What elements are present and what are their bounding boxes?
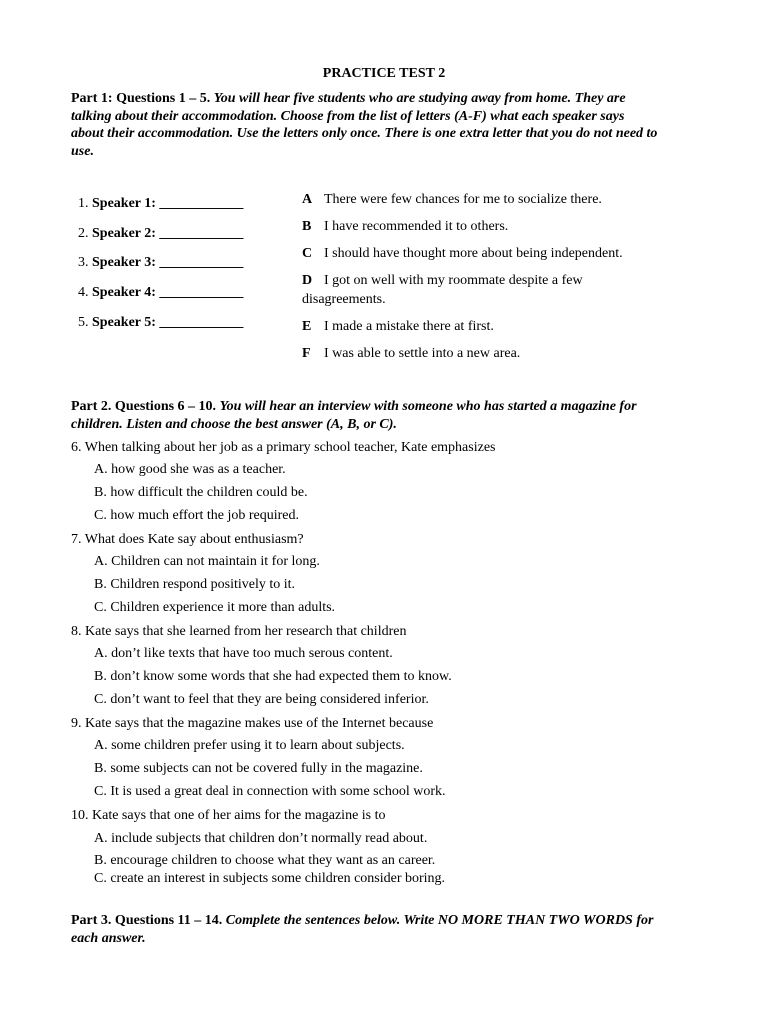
question-text: 6. When talking about her job as a primary school teacher, Kate emphasizes xyxy=(71,440,496,455)
speaker-answer-blank[interactable]: Speaker 4: ____________ xyxy=(92,285,244,300)
speaker-row xyxy=(78,255,243,271)
option-letter: B xyxy=(302,219,312,234)
answer-option[interactable]: C. create an interest in subjects some children consider boring. xyxy=(94,871,446,886)
option-letter: A xyxy=(302,192,313,207)
option-item xyxy=(302,344,632,363)
answer-option[interactable]: A. some children prefer using it to learn about subjects. xyxy=(94,738,405,753)
option-text: I have recommended it to others. xyxy=(324,219,509,234)
option-item xyxy=(302,317,632,336)
part3-heading: Part 3. Questions 11 – 14. xyxy=(71,913,223,928)
speaker-row xyxy=(78,315,243,331)
answer-option[interactable]: C. how much effort the job required. xyxy=(94,508,300,523)
part1-instructions xyxy=(71,90,711,160)
answer-option[interactable]: B. Children respond positively to it. xyxy=(94,577,296,592)
part1-instructions-line: about their accommodation. Use the letters only once. There is one extra letter that you do not need to xyxy=(71,126,658,141)
option-item xyxy=(302,271,632,309)
question-text: 8. Kate says that she learned from her research that children xyxy=(71,624,407,639)
question-text: 10. Kate says that one of her aims for the magazine is to xyxy=(71,808,386,823)
part3-instructions-line: Complete the sentences below. Write NO MORE THAN TWO WORDS for xyxy=(225,913,654,928)
part1-instructions-line: talking about their accommodation. Choose from the list of letters (A-F) what each speaker says xyxy=(71,108,625,124)
part1-instructions-line: use. xyxy=(71,143,94,159)
option-text: I should have thought more about being independent. xyxy=(324,246,623,261)
answer-option[interactable]: B. how difficult the children could be. xyxy=(94,485,308,500)
option-text-continued: disagreements. xyxy=(302,292,386,307)
speaker-number: 5. xyxy=(78,315,89,330)
option-letter: D xyxy=(302,273,313,288)
page-title: PRACTICE TEST 2 xyxy=(322,66,446,81)
option-item xyxy=(302,244,632,263)
speaker-row xyxy=(78,226,243,242)
question-text: 9. Kate says that the magazine makes use of the Internet because xyxy=(71,716,434,731)
answer-option[interactable]: B. encourage children to choose what they want as an career. xyxy=(94,853,436,868)
option-text: There were few chances for me to socialize there. xyxy=(324,192,602,207)
option-item xyxy=(302,217,632,236)
part2-heading: Part 2. Questions 6 – 10. xyxy=(71,399,217,414)
answer-option[interactable]: C. It is used a great deal in connection with some school work. xyxy=(94,784,446,799)
part2-instructions xyxy=(71,398,711,433)
answer-option[interactable]: C. Children experience it more than adults. xyxy=(94,600,336,615)
option-text: I was able to settle into a new area. xyxy=(324,346,521,361)
option-text: I got on well with my roommate despite a few xyxy=(324,273,583,288)
part1-instructions-line: You will hear five students who are studying away from home. They are xyxy=(213,91,626,106)
answer-option[interactable]: B. some subjects can not be covered fully in the magazine. xyxy=(94,761,423,776)
answer-option[interactable]: C. don’t want to feel that they are being considered inferior. xyxy=(94,692,429,707)
answer-option[interactable]: A. how good she was as a teacher. xyxy=(94,462,286,477)
question-text: 7. What does Kate say about enthusiasm? xyxy=(71,532,304,547)
part1-heading: Part 1: Questions 1 – 5. xyxy=(71,91,211,106)
part3-instructions-line: each answer. xyxy=(71,930,146,946)
speaker-answer-blank[interactable]: Speaker 2: ____________ xyxy=(92,226,244,241)
part3-instructions xyxy=(71,912,711,947)
speaker-answer-blank[interactable]: Speaker 1: ____________ xyxy=(92,196,244,211)
speaker-answer-blank[interactable]: Speaker 5: ____________ xyxy=(92,315,244,330)
option-item xyxy=(302,190,632,209)
speaker-row xyxy=(78,285,243,301)
option-text: I made a mistake there at first. xyxy=(324,319,494,334)
option-letter: F xyxy=(302,346,311,361)
speaker-answer-blank[interactable]: Speaker 3: ____________ xyxy=(92,255,244,270)
answer-option[interactable]: B. don’t know some words that she had expected them to know. xyxy=(94,669,452,684)
answer-option[interactable]: A. Children can not maintain it for long. xyxy=(94,554,320,569)
part2-instructions-line: children. Listen and choose the best answer (A, B, or C). xyxy=(71,416,397,432)
speaker-number: 2. xyxy=(78,226,89,241)
speaker-number: 1. xyxy=(78,196,89,211)
answer-option[interactable]: A. include subjects that children don’t normally read about. xyxy=(94,831,428,846)
speaker-number: 3. xyxy=(78,255,89,270)
answer-option[interactable]: A. don’t like texts that have too much serous content. xyxy=(94,646,393,661)
speaker-number: 4. xyxy=(78,285,89,300)
option-letter: E xyxy=(302,319,312,334)
option-letter: C xyxy=(302,246,313,261)
part2-instructions-line: You will hear an interview with someone who has started a magazine for xyxy=(219,399,637,414)
speaker-row xyxy=(78,196,243,212)
